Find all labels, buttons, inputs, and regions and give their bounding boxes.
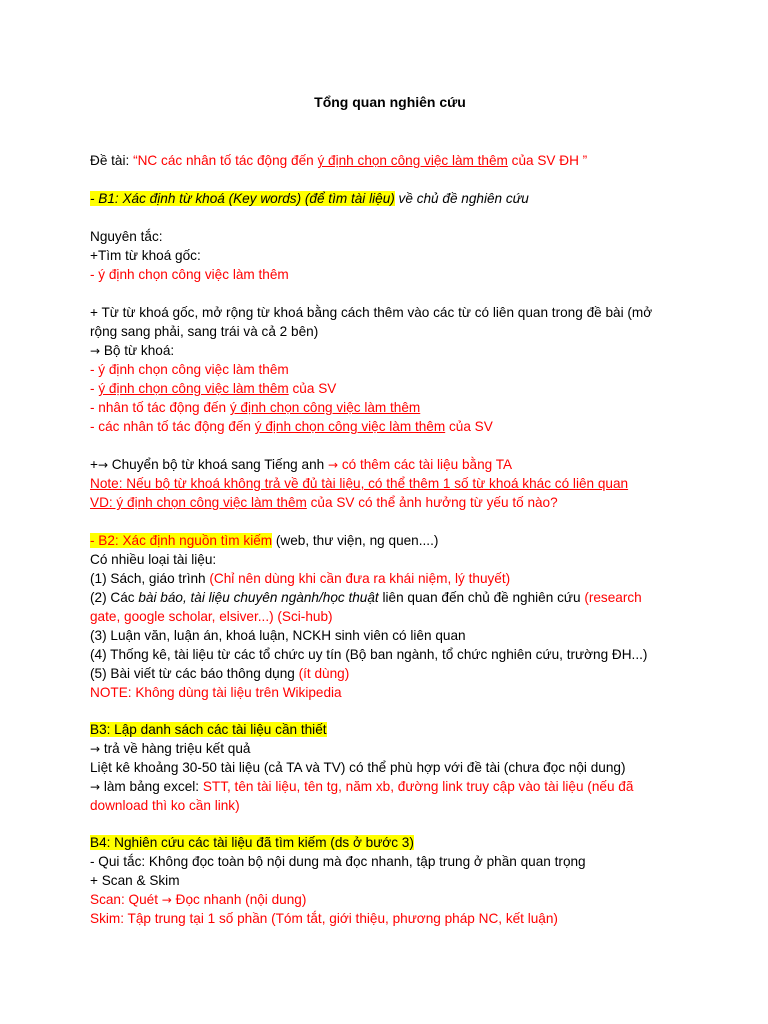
arrow-right-icon: → (327, 458, 339, 472)
principle-label: Nguyên tắc: (90, 229, 163, 244)
keyword-item-underlined: ý định chọn công việc làm thêm (229, 400, 421, 415)
doc-type-note: (Chỉ nên dùng khi cần đưa ra khái niệm, lý thuyết) (209, 571, 511, 586)
doc-type-text: (2) Các (90, 590, 139, 605)
doc-type-text: (5) Bài viết từ các báo thông dụng (90, 666, 299, 681)
expand-line-1: + Từ từ khoá gốc, mở rộng từ khoá bằng cách thêm vào các từ có liên quan trong đề bài (mở (90, 305, 653, 320)
translate-text: Chuyển bộ từ khoá sang Tiếng anh (108, 457, 328, 472)
arrow-right-icon: → (97, 458, 109, 472)
arrow-right-icon: → (161, 893, 172, 907)
keyword-item-pre: - các nhân tố tác động đến (90, 419, 255, 434)
doc-type-italic: bài báo, tài liệu chuyên ngành/học thuật (138, 590, 379, 605)
keyword-item-text: - ý định chọn công việc làm thêm (90, 362, 289, 377)
scan-desc: Đọc nhanh (nội dung) (171, 892, 307, 907)
arrow-right-icon: → (90, 780, 101, 794)
b3-heading: B3: Lập danh sách các tài liệu cần thiết (90, 722, 327, 737)
b1-rest: về chủ đề nghiên cứu (394, 191, 529, 206)
b1-line (90, 189, 529, 208)
keyword-item (90, 398, 420, 417)
keyword-item (90, 379, 336, 398)
b3-line (90, 720, 327, 739)
b2-rest: (web, thư viện, ng quen....) (272, 533, 439, 548)
doc-type-item: (3) Luận văn, luận án, khoá luận, NCKH sinh viên có liên quan (90, 628, 466, 643)
wikipedia-note: NOTE: Không dùng tài liệu trên Wikipedia (90, 685, 342, 700)
b1-heading: - B1: Xác định từ khoá (Key words) (để tìm tài liệu) (90, 191, 395, 206)
b3-result-line (90, 739, 250, 759)
keyword-item-pre: - nhân tố tác động đến (90, 400, 230, 415)
translate-plus: + (90, 457, 98, 472)
keyword-item-post: của SV (288, 381, 337, 396)
b3-list-line: Liệt kê khoảng 30-50 tài liệu (cả TA và TV) có thể phù hợp với đề tài (chưa đọc nội dung) (90, 760, 626, 775)
translate-red: có thêm các tài liệu bằng TA (338, 457, 513, 472)
note-line: Note: Nếu bộ từ khoá không trả về đủ tài liệu, có thể thêm 1 số từ khoá khác có liên quan (90, 476, 629, 491)
doc-type-item (90, 569, 510, 588)
b3-excel-columns: STT, tên tài liệu, tên tg, năm xb, đường link truy cập vào tài liệu (nếu đã (202, 779, 634, 794)
topic-open: “NC các nhân tố tác động đến (133, 153, 318, 168)
doc-type-text: (1) Sách, giáo trình (90, 571, 210, 586)
doc-type-note: (ít dùng) (298, 666, 350, 681)
keyword-item-pre: - (90, 381, 99, 396)
b4-heading: B4: Nghiên cứu các tài liệu đã tìm kiếm (ds ở bước 3) (90, 835, 414, 850)
example-line (90, 493, 558, 512)
scan-text: Scan: Quét (90, 892, 162, 907)
arrow-right-icon: → (90, 344, 101, 358)
keyword-item-underlined: ý định chọn công việc làm thêm (254, 419, 446, 434)
doc-type-item: (4) Thống kê, tài liệu từ các tổ chức uy tín (Bộ ban ngành, tổ chức nghiên cứu, trường ĐH...) (90, 647, 648, 662)
b4-rule-line: - Qui tắc: Không đọc toàn bộ nội dung mà đọc nhanh, tập trung ở phần quan trọng (90, 854, 586, 869)
page-title: Tổng quan nghiên cứu (314, 94, 466, 110)
keyword-item-underlined: ý định chọn công việc làm thêm (98, 381, 289, 396)
keyword-item (90, 360, 289, 379)
topic-label: Đề tài: (90, 153, 134, 168)
b3-excel-text: làm bảng excel: (100, 779, 203, 794)
doc-type-item (90, 588, 642, 607)
arrow-right-icon: → (90, 742, 101, 756)
b3-result-text: trả về hàng triệu kết quả (100, 741, 251, 756)
b3-excel-line (90, 777, 633, 797)
doc-type-continuation: gate, google scholar, elsiver...) (Sci-hub) (90, 609, 333, 624)
scan-line (90, 890, 306, 910)
root-keyword: - ý định chọn công việc làm thêm (90, 267, 289, 282)
expand-line-2: rộng sang phải, sang trái và cả 2 bên) (90, 324, 319, 339)
b4-scan-skim-line: + Scan & Skim (90, 873, 180, 888)
translate-line (90, 455, 512, 475)
topic-keyword: ý định chọn công việc làm thêm (317, 153, 508, 168)
topic-close: của SV ĐH ” (507, 153, 588, 168)
keyword-item-post: của SV (445, 419, 493, 434)
doc-type-text: liên quan đến chủ đề nghiên cứu (378, 590, 585, 605)
doc-type-item (90, 664, 349, 683)
doc-types-label: Có nhiều loại tài liệu: (90, 552, 217, 567)
keyword-item (90, 417, 493, 436)
skim-line: Skim: Tập trung tại 1 số phần (Tóm tắt, giới thiệu, phương pháp NC, kết luận) (90, 911, 558, 926)
root-keyword-label: +Tìm từ khoá gốc: (90, 248, 201, 263)
doc-type-note: (research (584, 590, 642, 605)
example-underlined: VD: ý định chọn công việc làm thêm (90, 495, 307, 510)
example-rest: của SV có thể ảnh hưởng từ yếu tố nào? (306, 495, 558, 510)
b2-heading: - B2: Xác định nguồn tìm kiếm (90, 533, 273, 548)
b4-line (90, 833, 414, 852)
keyword-set-text: Bộ từ khoá: (100, 343, 175, 358)
keyword-set-label (90, 341, 174, 361)
topic-line (90, 151, 587, 170)
b3-excel-continuation: download thì ko cần link) (90, 798, 240, 813)
b2-line (90, 531, 438, 550)
